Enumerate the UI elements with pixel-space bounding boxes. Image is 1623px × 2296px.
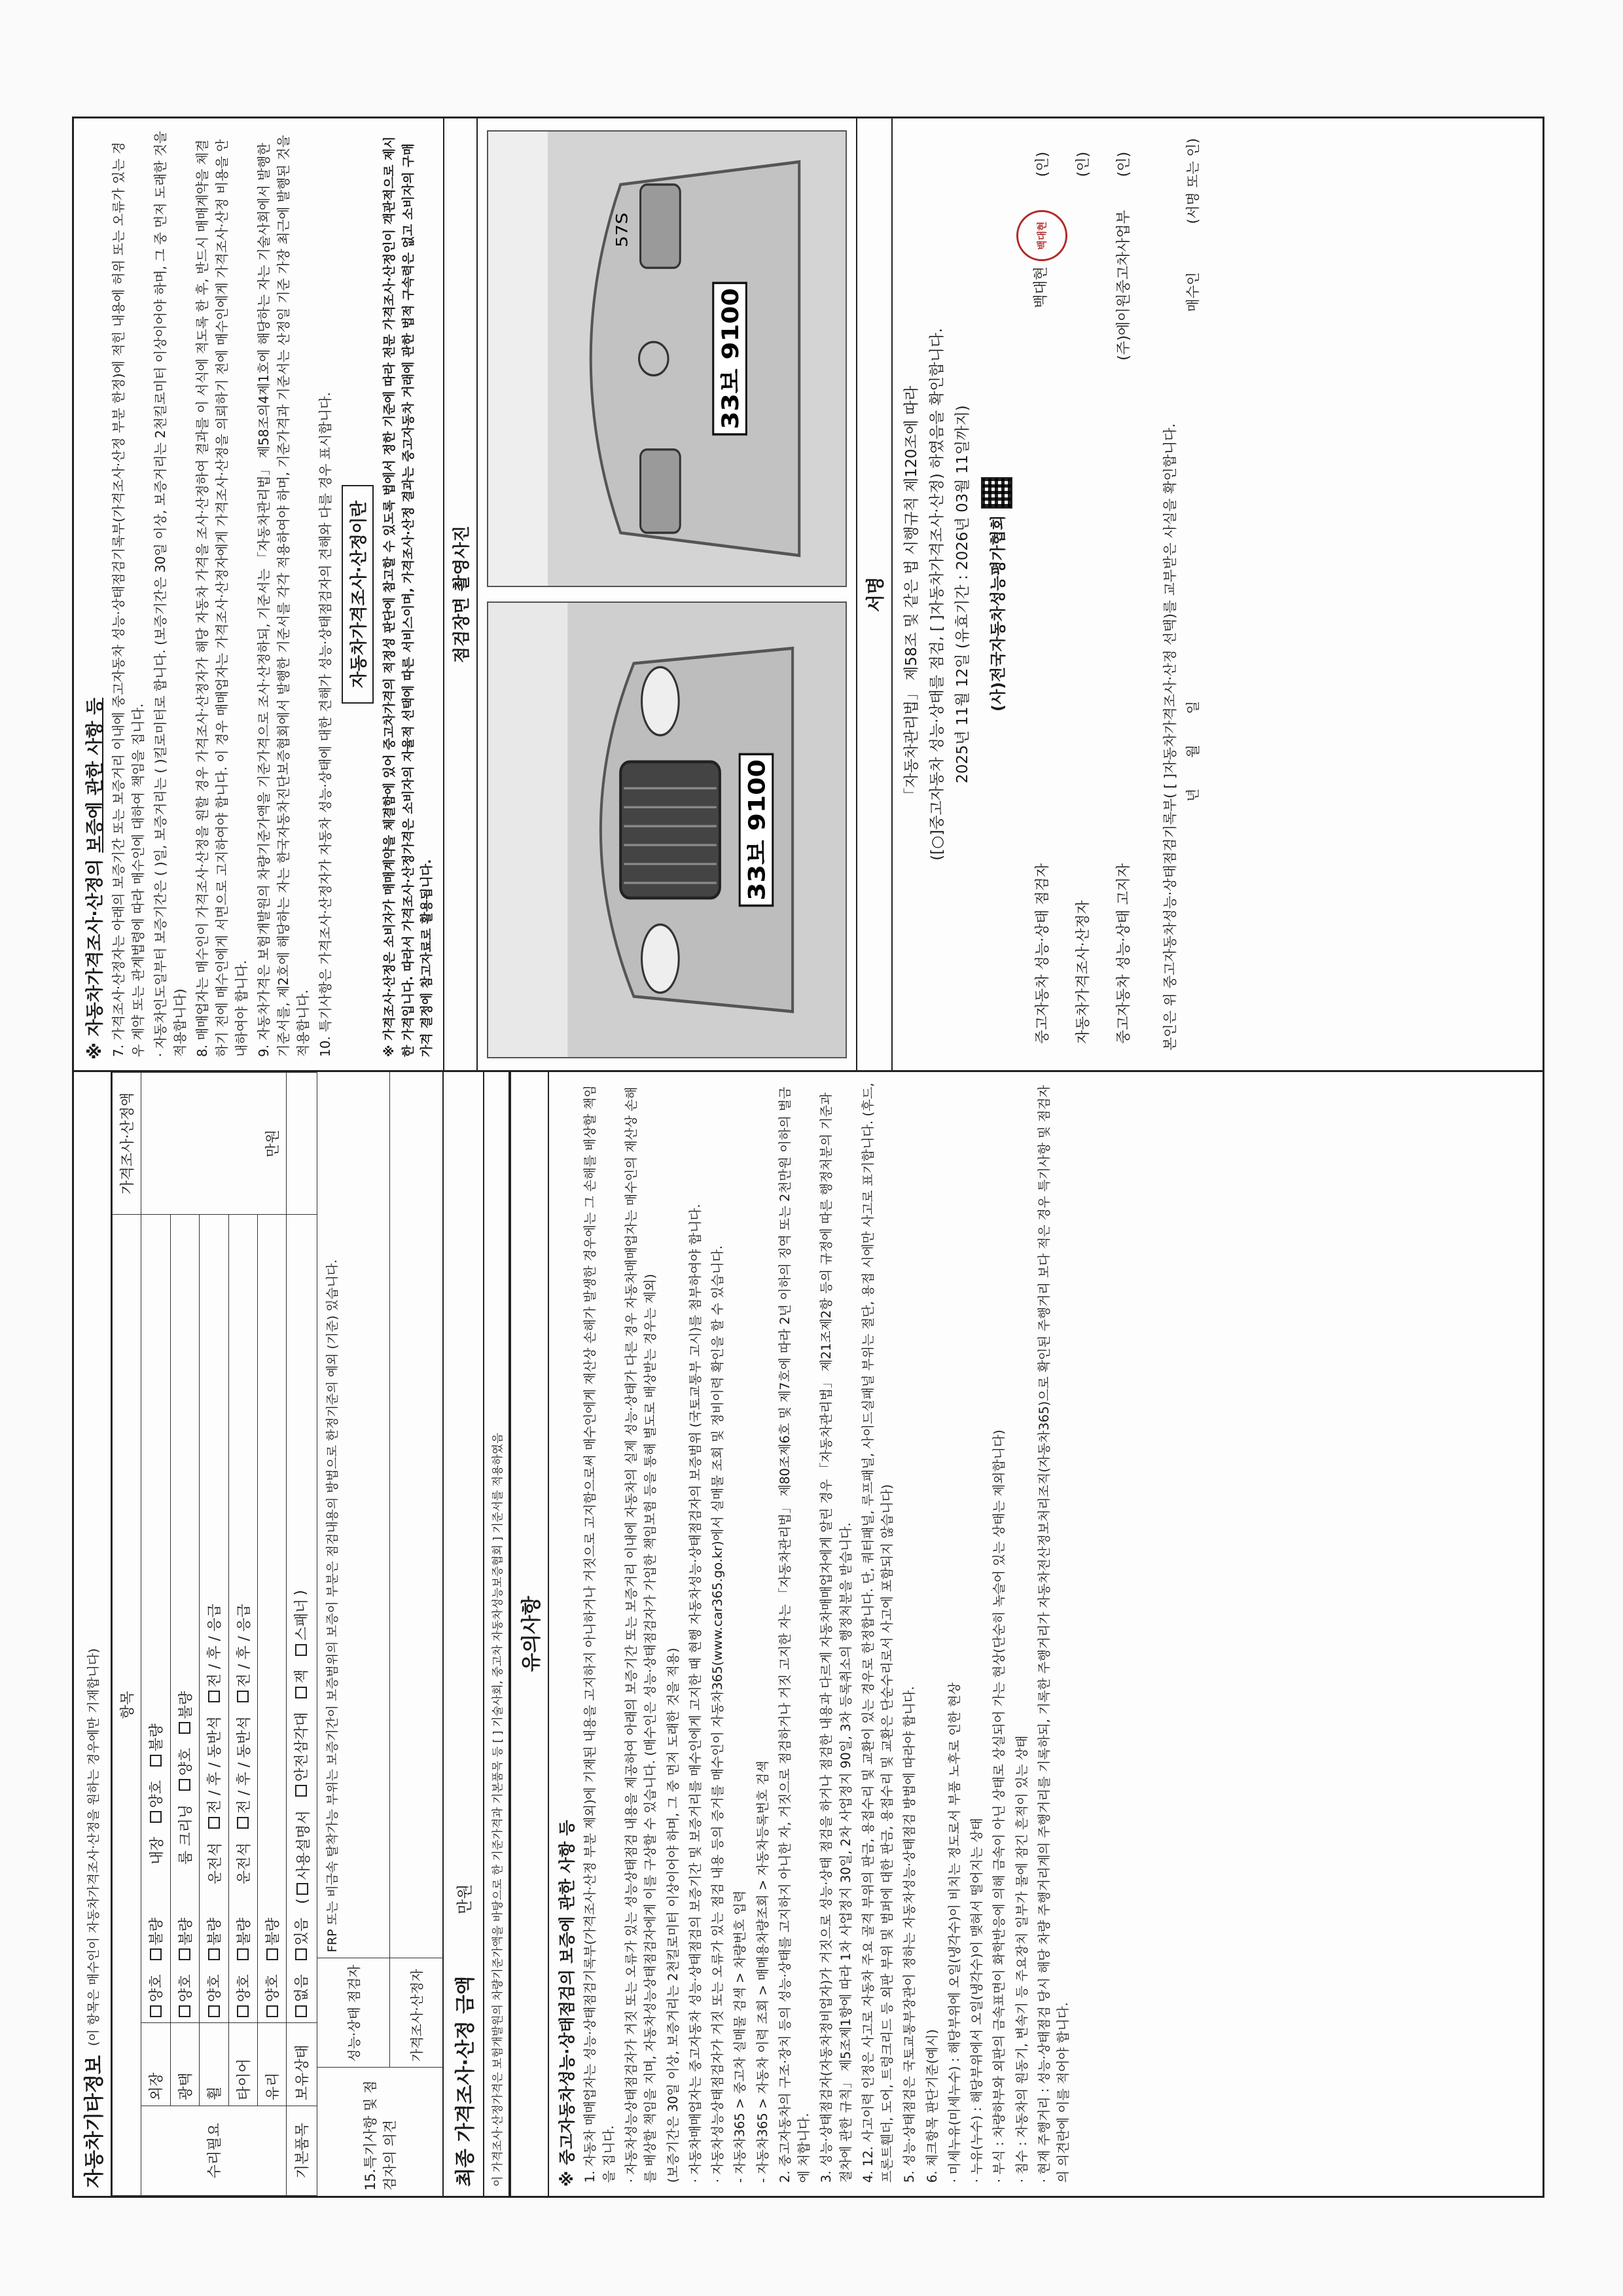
qr-code-icon — [981, 477, 1012, 509]
notice-subtitle: ※ 중고자동차성능·상태점검의 보증에 관한 사항 등 — [557, 1820, 577, 2187]
left-column — [74, 1070, 1543, 2196]
side-note: 이 가격조사·산정가격은 보험개발원의 차량기준가액을 바탕으로 한 기준가격과 기본품목 등 [ ] 기술사회, 중고차 자동차성능보증협회 ] 기준서를 적용하였음 — [484, 1072, 510, 2196]
row-label: 광택 — [170, 2023, 200, 2106]
list-item: - 자동차365 > 중고차 실매물 검색 > 차량번호 입력 — [732, 1890, 748, 2183]
extra-info-table — [112, 1072, 317, 2196]
checkbox[interactable] — [150, 1948, 162, 1960]
basic-label: 기본품목 — [287, 2106, 317, 2196]
row-options: 양호 불량 운전석 전 / 후 / 동반석 전 / 후 / 응급 — [228, 1215, 258, 2023]
list-item: · 부식 : 차량하부와 외판의 금속표면이 화학반응에 의해 금속이 아닌 상태로 상실되어 가는 현상(단순히 녹슬어 있는 상태는 제외합니다) — [991, 1429, 1007, 2183]
rear-plate: 33보 9100 — [717, 288, 744, 429]
checkbox[interactable] — [179, 1779, 190, 1791]
signature-org: (사)전국자동차성능평가협회 — [978, 118, 1015, 1070]
signature-title: 서명 — [857, 118, 893, 1070]
price-won: 만원 — [141, 1073, 287, 1215]
right-column — [74, 118, 1543, 1070]
list-item: · 자동차인도일부터 보증기간은 ( )일, 보증거리는 ( )킬로미터로 합니다. (보증기간은 30일 이상, 보증거리는 2천킬로미터 이상이어야 하며, 그 중 먼저 도래한 것을 적용합니다) — [152, 131, 188, 1057]
row-label: 타이어 — [228, 2023, 258, 2106]
warranty-heading: ※ 자동차가격조사·산정의 보증에 관한 사항 등 — [85, 698, 105, 1060]
sig-row-inspector: 중고자동차 성능·상태 점검자 백대현백대현 (인) — [1022, 145, 1062, 1044]
notice-list — [580, 1072, 1077, 2196]
signature-rows — [1015, 118, 1150, 1070]
col-price: 가격조사·산정액 — [113, 1073, 141, 1215]
rear-car-image — [488, 132, 846, 586]
checkbox[interactable] — [295, 1644, 307, 1656]
list-item: 2. 중고자동차의 구조·장치 등의 성능·상태를 고지하지 아니한 자, 거짓으로 점검하거나 거짓 고지한 자는 「자동차관리법」 제80조제6호 및 제7호에 따라 2년 이하의 징역 또는 2천만원 이하의 벌금에 처합니다. — [777, 1086, 812, 2183]
checkbox[interactable] — [150, 1811, 162, 1823]
list-item: 9. 자동차가격은 보험개발원의 차량기준가액을 기준가격으로 조사·산정하되, 기준서는 「자동차관리법」 제58조의4제1호에 해당하는 자는 기술사회에서 발행한 기준서를, 제2호에 해당하는 자는 한국자동차진단보증협회에서 발행한 기준서를 각각 적용하여야 하며, 기준가격과 기준서는 산정일 기준 가장 최근에 발행된 것을 적용합니다. — [256, 135, 311, 1057]
rear-badge: 57S — [613, 212, 632, 247]
list-item: · 자동차성능상태점검자가 거짓 또는 오류가 있는 성능상태점검 내용을 제공하여 아래의 보증기간 또는 보증거리 이내에 자동차의 실제 성능·상태가 다른 경우 자동차매매업자는 매수인의 재산상 손해를 배상할 책임을 지며, 자동차성능상태점검자에게 이를 구상할 수 있습니다. (매수인은 성능·상태점검자가 가입한 책임보험 등을 통해 별도로 배상받는 경우는 제외) — [624, 1086, 658, 2183]
sig-row-appraiser: 자동차가격조사·산정자 (인) — [1075, 151, 1092, 1044]
list-item: · 미세누유(미세누수) : 해당부위에 오일(냉각수)이 비치는 정도로서 부품 노후로 인한 현상 — [946, 1682, 962, 2183]
checkbox[interactable] — [266, 1948, 278, 1960]
checkbox[interactable] — [179, 1948, 190, 1960]
buyer-sign-field[interactable]: (서명 또는 인) — [1185, 138, 1202, 224]
group-repair: 수리필요 — [141, 2106, 287, 2196]
final-price-label: 최종 가격조사·산정 금액 — [454, 1975, 477, 2187]
row-label: 유리 — [258, 2023, 287, 2106]
appraisal-title-box: 자동차가격조사·산정이란 — [342, 485, 374, 704]
rear-car-photo — [487, 130, 847, 587]
buyer-confirmation: 본인은 위 중고자동차성능·상태점검기록부( [ ]자동차가격조사·산정 선택)를 교부받은 사실을 확인합니다. 년 월 일 매수인 (서명 또는 인) — [1162, 138, 1202, 1050]
inspection-record-sheet — [72, 117, 1544, 2198]
final-price-row — [444, 1072, 484, 2196]
list-item: 10. 특기사항은 가격조사·산정자가 자동차 성능·상태에 대한 견해가 성능·상태점검자의 견해와 다를 경우 표시합니다. — [317, 392, 333, 1057]
appraisal-notice: ※ 가격조사·산정은 소비자가 매매계약을 체결함에 있어 중고차가격의 적정성 판단에 참고할 수 있도록 법에서 정한 기준에 따라 전문 가격조사·산정인이 객관적으로 제시한 가격입니다. 따라서 가격조사·산정가격은 소비자의 자율적 선택에 따른 서비스이며, 가격조사·산정 결과는 중고자동차 거래에 관한 법적 구속력은 없고 소비자의 구매가격 결정에 참고자료로 활용됩니다. — [382, 136, 434, 1057]
checkbox[interactable] — [237, 1948, 249, 1960]
photo-title: 점검장면 촬영사진 — [443, 118, 478, 1070]
row-options: 양호 불량 룸 크리닝 양호 불량 — [170, 1215, 200, 2023]
list-item: - 자동차365 > 자동차 이력 조회 > 매매용차량조회 > 자동차등록번호 검색 — [755, 1760, 770, 2183]
seal-stamp: 백대현 — [1016, 210, 1067, 261]
list-item: 3. 성능·상태점검자(자동차정비업자)가 거짓으로 성능·상태 점검을 하거나 점검한 내용과 다르게 자동차매매업자에게 알린 경우 「자동차관리법」 제21조제2항 등의 규정에 따른 행정처분의 기준과 절차에 관한 규칙」 제5조제1항에 따라 1차 사업정지 30일, 2차 사업정지 90일, 3차 등록취소의 행정처분을 받습니다. — [819, 1092, 853, 2183]
list-item: 4. 12. 사고이력 인정은 사고로 자동차 주요 골격 부위의 판금, 용접수리 및 교환이 있는 경우로 한정합니다. 단, 쿼터패널, 루프패널, 사이드실패널 부위는 절단, 용접 시에만 사고로 표기합니다. (후드, 프론트휀더, 도어, 트렁크리드 등 외판 부위 및 범퍼에 대한 판금, 용접수리 및 교환은 단순수리로서 사고에 포함되지 않습니다) — [860, 1083, 895, 2183]
list-item: · 침수 : 자동차의 원동기, 변속기 등 주요장치 일부가 물에 잠긴 흔적이 있는 상태 — [1014, 1735, 1029, 2183]
checkbox[interactable] — [208, 1691, 220, 1702]
checkbox[interactable] — [208, 1948, 220, 1960]
list-item: · 자동차성능상태점검자가 거짓 또는 오류가 있는 점검 내용 등의 증거를 매수인이 자동차365(www.car365.go.kr)에서 실매물 조회 및 정비이력 확인을 할 수 있습니다. — [710, 1245, 725, 2183]
list-item: 8. 매매업자는 매수인이 가격조사·산정을 원할 경우 가격조사·산정자가 해당 자동차 가격을 조사·산정하여 결과를 이 서식에 적도록 한 후, 반드시 매매계약을 체결하기 전에 매수인에게 서면으로 고지하여야 합니다. 이 경우 매매업자는 가격조사·산정자에게 가격조사·산정을 의뢰하기 전에 매수인에게 가격조사·산정 비용을 안내하여야 합니다. — [194, 139, 249, 1057]
checkbox[interactable] — [295, 1687, 307, 1698]
row-label: 휠 — [200, 2023, 229, 2106]
row-options: 양호 불량 내장 양호 불량 — [141, 1215, 171, 2023]
sig-row-notifier: 중고자동차 성능·상태 고지자 (주)에이원중고차사업부 (인) — [1116, 151, 1133, 1044]
checkbox[interactable] — [295, 1948, 307, 1960]
checkbox[interactable] — [295, 1785, 307, 1797]
checkbox[interactable] — [150, 1755, 162, 1767]
checkbox[interactable] — [208, 1817, 220, 1829]
checkbox[interactable] — [266, 2005, 278, 2017]
opinion-frp-text: FRP 또는 비금속 탈착가능 부위는 보증기간이 보증범위의 보증이 부분은 점검내용의 방법으로 한정기준의 예외 (기준) 있습니다. — [325, 1259, 340, 1952]
checkbox[interactable] — [237, 2005, 249, 2017]
list-item: 1. 자동차 매매업자는 성능·상태점검기록부(가격조사·산정 부분 제외)에 기재된 내용을 고지하지 아니하거나 거짓으로 고지함으로써 매수인에게 재산상 손해가 발생한 경우에는 그 손해를 배상할 책임을 집니다. — [582, 1085, 616, 2183]
checkbox[interactable] — [295, 2005, 307, 2017]
row-options: 양호 불량 운전석 전 / 후 / 동반석 전 / 후 / 응급 — [200, 1215, 229, 2023]
list-item: (보증기간은 30일 이상, 보증거리는 2천킬로미터 이상이어야 하며, 그 중 먼저 도래한 것을 적용) — [665, 1647, 681, 2183]
opinion-label: 15.특기사항 및 점검자의 의견 — [317, 2067, 442, 2196]
holdings-options: 없음 있음 ( 사용설명서 안전삼각대 잭 스패너 ) — [287, 1215, 317, 2023]
warranty-list — [109, 118, 338, 1070]
list-item: 7. 가격조사·산정자는 아래의 보증기간 또는 보증거리 이내에 중고자동차 성능·상태점검기록부(가격조사·산정 부분 한정)에 적힌 내용에 허위 또는 오류가 있는 경우 계약 또는 관계법령에 따라 매수인에 대하여 책임을 집니다. — [111, 141, 146, 1057]
list-item: · 자동차매매업자는 중고자동차 성능·상태점검의 보증기간 및 보증거리를 매수인에게 고지한 때 현행 자동차성능·상태점검자의 보증범위 (국토교통부 고시)를 첨부하여야 합니다. — [687, 1204, 703, 2183]
opinion-appraiser: 가격조사·산정자 — [390, 1958, 442, 2067]
front-car-image — [488, 603, 846, 1057]
front-plate: 33보 9100 — [743, 759, 770, 901]
section-header — [74, 1072, 112, 2196]
checkbox[interactable] — [237, 1691, 249, 1702]
col-items: 항목 — [113, 1215, 141, 2196]
notice-title: 유의사항 — [510, 1072, 549, 2196]
row-options: 양호 불량 — [258, 1215, 287, 2023]
checkbox[interactable] — [179, 1722, 190, 1734]
checkbox[interactable] — [237, 1817, 249, 1829]
holdings-label: 보유상태 — [287, 2023, 317, 2106]
signature-text: 「자동차관리법」 제58조 및 같은 법 시행규칙 제120조에 따라 ([○]중고자동차 성능·상태를 점검, [ ]자동차가격조사·산정) 하였음을 확인합니다. 2025년 11월 12일 (유효기간 : 2026년 03월 11일까지) — [902, 328, 971, 861]
checkbox[interactable] — [179, 2005, 190, 2017]
final-price-won: 만원 — [455, 1884, 474, 1914]
checkbox[interactable] — [296, 1883, 308, 1895]
list-item: 6. 체크항목 판단기준(예시) — [924, 2029, 940, 2183]
list-item: · 누유(누수) : 해당부위에서 오일(냉각수)이 맺혀서 떨어지는 상태 — [969, 1818, 984, 2183]
section-title: 자동차기타정보 — [83, 2055, 106, 2188]
opinion-section — [317, 1072, 444, 2196]
list-item: 5. 성능·상태점검은 국토교통부장관이 정하는 자동차성능·상태점검 방법에 따라야 합니다. — [902, 1686, 918, 2183]
front-car-photo — [487, 601, 847, 1058]
row-label: 외장 — [141, 2023, 171, 2106]
section-subtitle: (이 항목은 매수인이 자동차가격조사·산정을 원하는 경우에만 기재합니다) — [86, 1648, 101, 2047]
checkbox[interactable] — [208, 2005, 220, 2017]
checkbox[interactable] — [150, 2005, 162, 2017]
photo-row — [478, 118, 857, 1070]
list-item: · 현재 주행거리 : 성능·상태점검 당시 해당 차량 주행거리계의 주행거리를 기록하되, 기록한 주행거리가 자동차전산정보처리조직(자동차365)으로 확인된 주행거리 보다 적은 경우 특기사항 및 점검자의 의견란에 이를 적어야 합니다. — [1036, 1085, 1071, 2183]
opinion-inspector: 성능·상태 점검자 — [317, 1958, 389, 2067]
